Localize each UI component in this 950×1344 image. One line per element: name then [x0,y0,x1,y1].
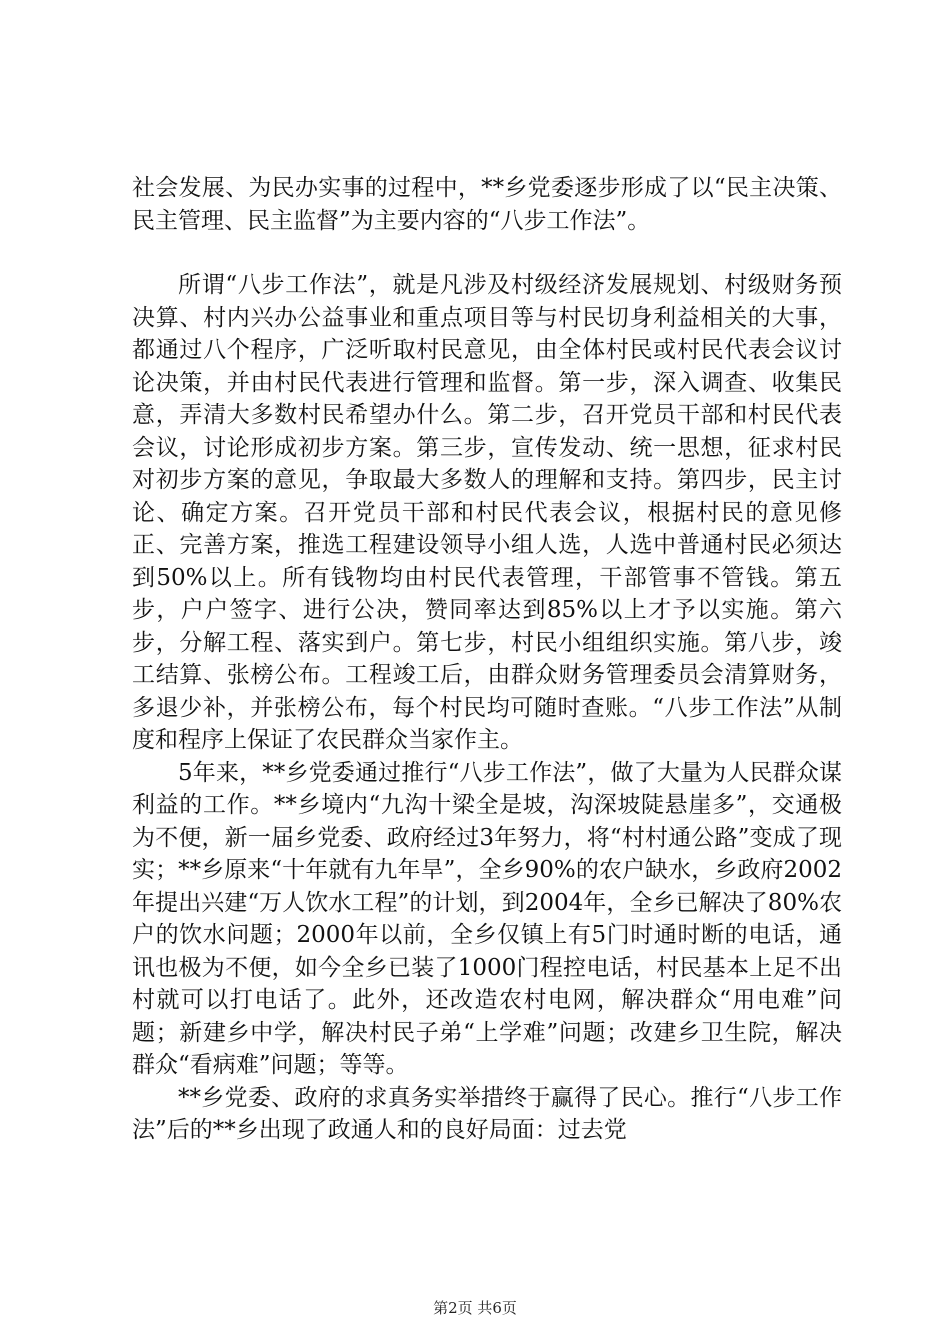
document-body [132,172,842,1147]
paragraph-public-support: **乡党委、政府的求真务实举措终于赢得了民心。推行“八步工作法”后的**乡出现了政通人和的良好局面：过去党 [132,1084,842,1143]
paragraph-continuation: 社会发展、为民办实事的过程中，**乡党委逐步形成了以“民主决策、民主管理、民主监督”为主要内容的“八步工作法”。 [132,175,842,234]
paragraph-five-year-results: 5年来，**乡党委通过推行“八步工作法”，做了大量为人民群众谋利益的工作。**乡境内“九沟十梁全是坡，沟深坡陡悬崖多”，交通极为不便，新一届乡党委、政府经过3年努力，将“村村通公路”变成了现实；**乡原来“十年就有九年旱”，全乡90%的农户缺水，乡政府2002年提出兴建“万人饮水工程”的计划，到2004年，全乡已解决了80%农户的饮水问题；2000年以前，全乡仅镇上有5门时通时断的电话，通讯也极为不便，如今全乡已装了1000门程控电话，村民基本上足不出村就可以打电话了。此外，还改造农村电网，解决群众“用电难”问题；新建乡中学，解决村民子弟“上学难”问题；改建乡卫生院，解决群众“看病难”问题；等等。 [132,759,842,1078]
page-number-footer: 第2页 共6页 [433,1299,517,1317]
paragraph-spacer [132,237,842,269]
paragraph-eight-step-method: 所谓“八步工作法”，就是凡涉及村级经济发展规划、村级财务预决算、村内兴办公益事业和重点项目等与村民切身利益相关的大事，都通过八个程序，广泛听取村民意见，由全体村民或村民代表会议讨论决策，并由村民代表进行管理和监督。第一步，深入调查、收集民意，弄清大多数村民希望办什么。第二步，召开党员干部和村民代表会议，讨论形成初步方案。第三步，宣传发动、统一思想，征求村民对初步方案的意见，争取最大多数人的理解和支持。第四步，民主讨论、确定方案。召开党员干部和村民代表会议，根据村民的意见修正、完善方案，推选工程建设领导小组人选，人选中普通村民必须达到50%以上。所有钱物均由村民代表管理，干部管事不管钱。第五步，户户签字、进行公决，赞同率达到85%以上才予以实施。第六步，分解工程、落实到户。第七步，村民小组组织实施。第八步，竣工结算、张榜公布。工程竣工后，由群众财务管理委员会清算财务，多退少补，并张榜公布，每个村民均可随时查账。“八步工作法”从制度和程序上保证了农民群众当家作主。 [132,272,842,753]
